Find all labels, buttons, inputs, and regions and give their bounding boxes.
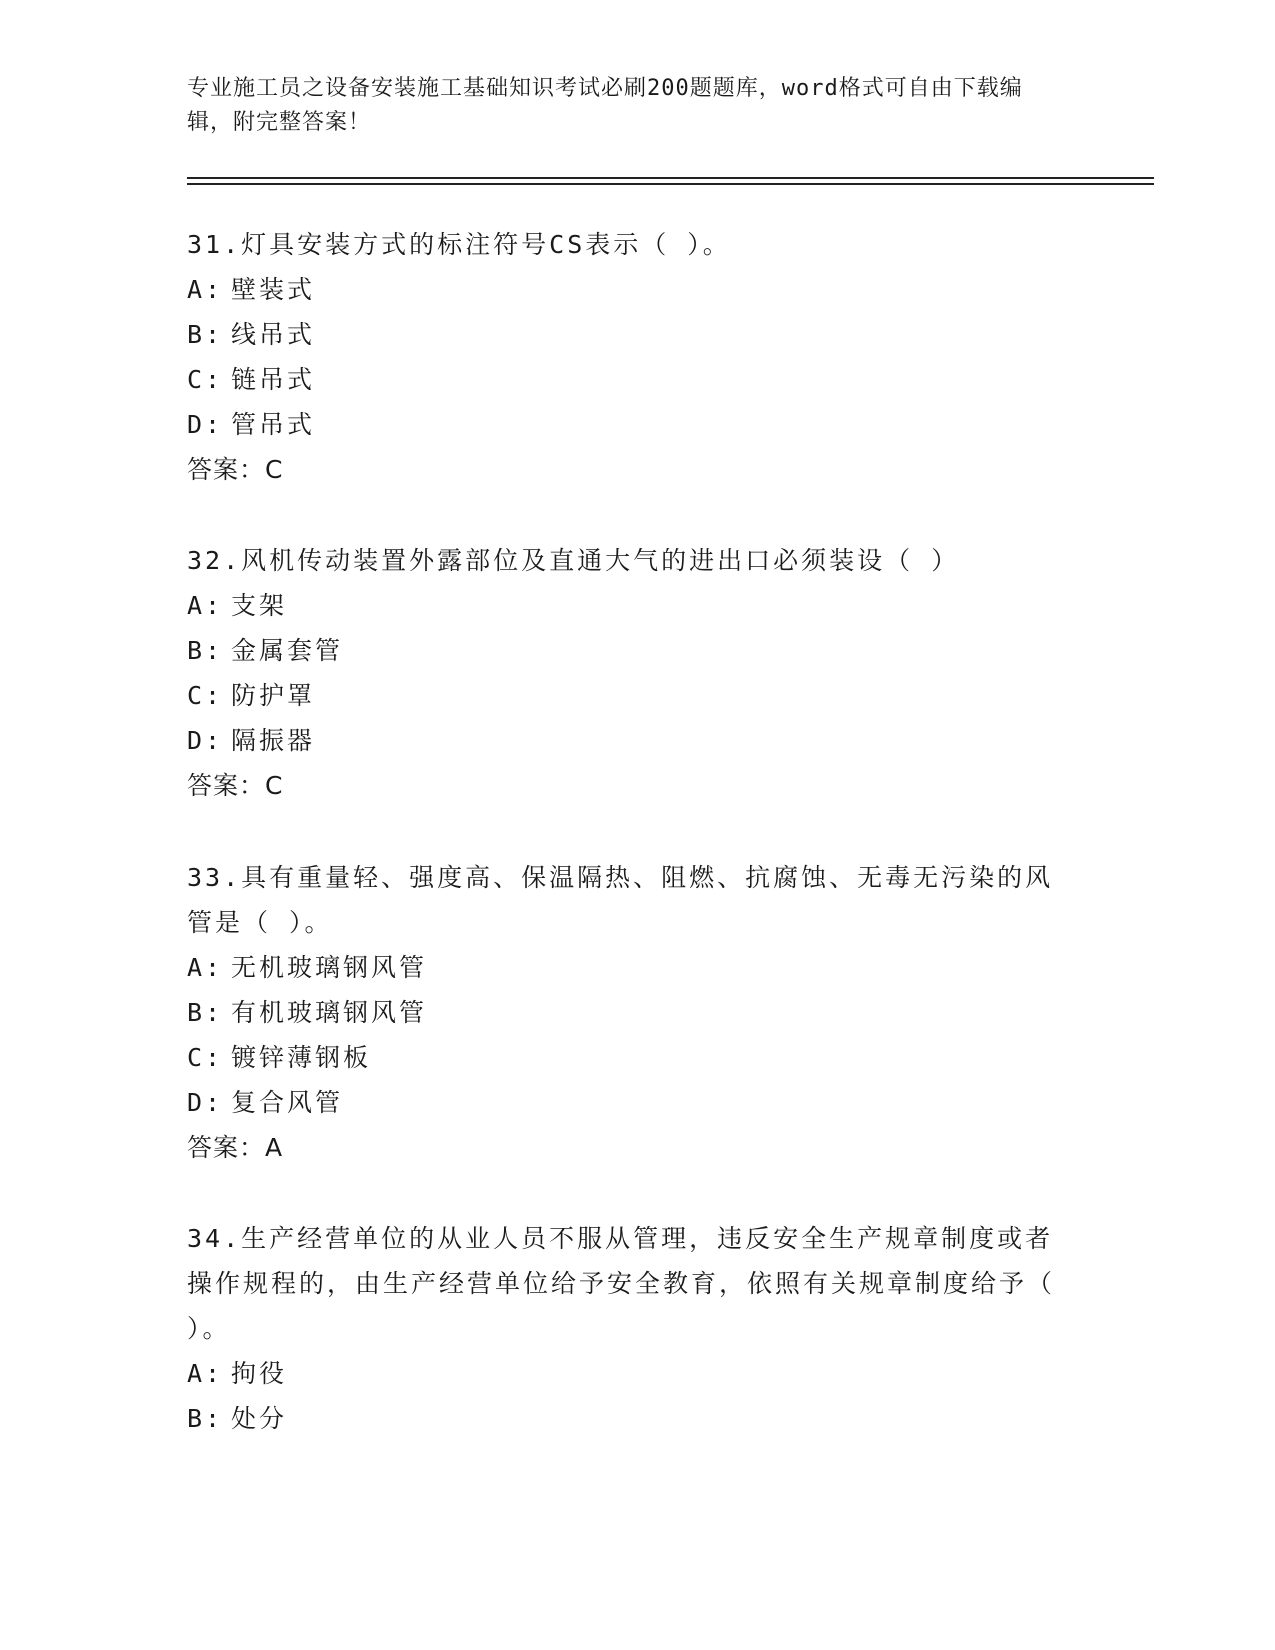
- question-31: [187, 222, 1067, 492]
- option-c: [187, 673, 1067, 718]
- option-letter: A:: [187, 1359, 224, 1388]
- option-text: 有机玻璃钢风管: [231, 998, 428, 1027]
- document-title: 专业施工员之设备安装施工基础知识考试必刷200题题库，word格式可自由下载编辑，附完整答案！: [187, 76, 1023, 135]
- option-letter: D:: [187, 726, 224, 755]
- option-text: 处分: [231, 1404, 288, 1433]
- option-a: [187, 267, 1067, 312]
- option-text: 链吊式: [231, 365, 316, 394]
- question-34: [187, 1216, 1067, 1441]
- option-letter: A:: [187, 953, 224, 982]
- option-letter: B:: [187, 636, 224, 665]
- option-d: [187, 402, 1067, 447]
- option-text: 无机玻璃钢风管: [231, 953, 428, 982]
- question-stem: 31.灯具安装方式的标注符号CS表示（ ）。: [187, 230, 731, 259]
- option-b: [187, 990, 1067, 1035]
- option-letter: D:: [187, 410, 224, 439]
- header-double-rule: [187, 177, 1154, 185]
- option-text: 管吊式: [231, 410, 316, 439]
- option-text: 壁装式: [231, 275, 316, 304]
- question-33: [187, 855, 1067, 1170]
- option-text: 拘役: [231, 1359, 288, 1388]
- option-c: [187, 357, 1067, 402]
- option-text: 线吊式: [231, 320, 316, 349]
- option-d: [187, 718, 1067, 763]
- option-c: [187, 1035, 1067, 1080]
- option-text: 支架: [231, 591, 288, 620]
- option-letter: B:: [187, 1404, 224, 1433]
- option-d: [187, 1080, 1067, 1125]
- option-b: [187, 1396, 1067, 1441]
- option-letter: B:: [187, 320, 224, 349]
- option-letter: B:: [187, 998, 224, 1027]
- option-b: [187, 628, 1067, 673]
- option-text: 防护罩: [231, 681, 316, 710]
- option-letter: D:: [187, 1088, 224, 1117]
- option-a: [187, 945, 1067, 990]
- option-text: 隔振器: [231, 726, 316, 755]
- option-letter: A:: [187, 591, 224, 620]
- answer: 答案：C: [187, 455, 284, 484]
- option-text: 复合风管: [231, 1088, 344, 1117]
- option-a: [187, 583, 1067, 628]
- answer: 答案：C: [187, 771, 284, 800]
- option-a: [187, 1351, 1067, 1396]
- question-32: [187, 538, 1067, 808]
- document-header: [187, 72, 1067, 140]
- question-stem: 32.风机传动装置外露部位及直通大气的进出口必须装设（ ）: [187, 546, 960, 575]
- option-letter: C:: [187, 365, 224, 394]
- option-letter: A:: [187, 275, 224, 304]
- option-letter: C:: [187, 681, 224, 710]
- answer: 答案：A: [187, 1133, 284, 1162]
- option-letter: C:: [187, 1043, 224, 1072]
- option-b: [187, 312, 1067, 357]
- question-stem: 33.具有重量轻、强度高、保温隔热、阻燃、抗腐蚀、无毒无污染的风管是（ ）。: [187, 863, 1054, 937]
- question-stem: 34.生产经营单位的从业人员不服从管理，违反安全生产规章制度或者操作规程的，由生产经营单位给予安全教育，依照有关规章制度给予（ ）。: [187, 1224, 1056, 1343]
- option-text: 金属套管: [231, 636, 344, 665]
- option-text: 镀锌薄钢板: [231, 1043, 372, 1072]
